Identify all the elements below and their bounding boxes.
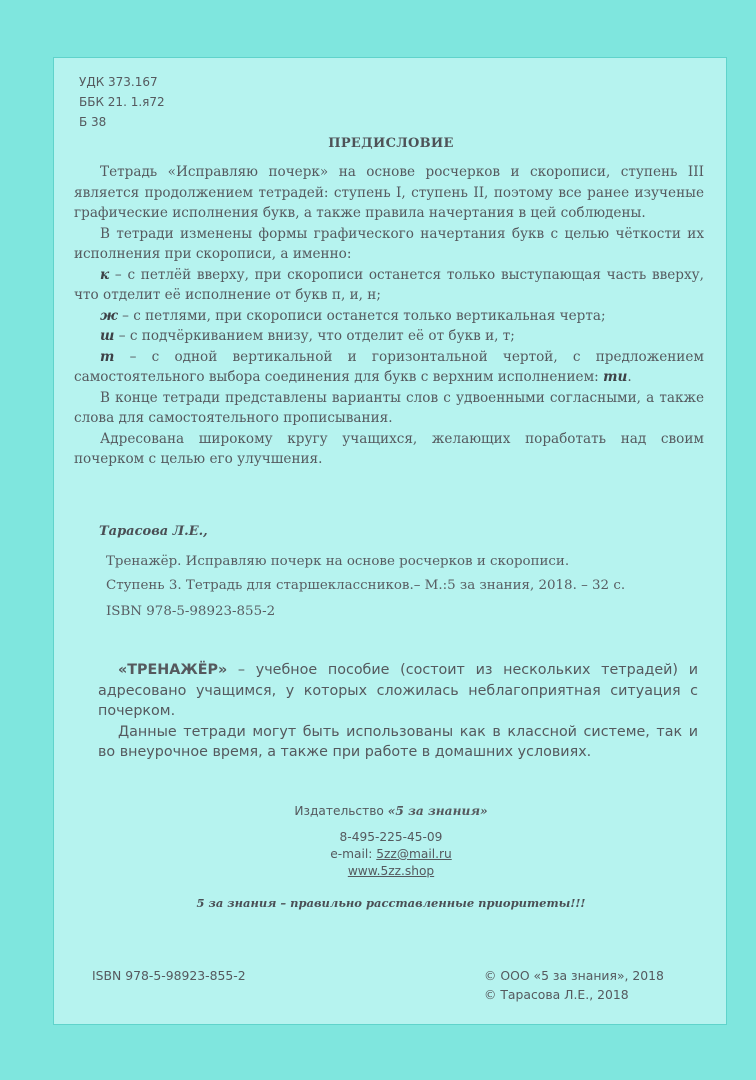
email-link[interactable]: 5zz@mail.ru bbox=[376, 847, 452, 861]
preface-paragraph-2: В тетради изменены формы графического начертания букв с целью чёткости их исполнения при скорописи, а именно: bbox=[74, 225, 704, 262]
letter-zh-text: – с петлями, при скорописи останется только вертикальная черта; bbox=[117, 307, 606, 324]
letter-sh-item bbox=[74, 326, 704, 347]
footer-copyright-author: © Тарасова Л.Е., 2018 bbox=[484, 987, 629, 1002]
email-label: e-mail: bbox=[330, 847, 377, 861]
publisher-slogan: 5 за знания – правильно расставленные приоритеты!!! bbox=[196, 896, 586, 910]
bbk-code: ББК 21. 1.я72 bbox=[79, 95, 165, 109]
preface-body bbox=[74, 162, 704, 470]
letter-t-text: – с одной вертикальной и горизонтальной чертой, с предложением самостоятельного выбора соединения для букв с верхним исполнением: bbox=[74, 348, 704, 385]
letter-zh-item bbox=[74, 306, 704, 327]
blurb-paragraph-1 bbox=[98, 660, 698, 722]
letter-zh: ж bbox=[100, 307, 118, 324]
publisher-line bbox=[54, 804, 728, 818]
preface-title: ПРЕДИСЛОВИЕ bbox=[328, 136, 454, 151]
page bbox=[53, 57, 727, 1025]
preface-paragraph-4: Адресована широкому кругу учащихся, желающих поработать над своим почерком с целью его улучшения. bbox=[74, 430, 704, 467]
author-code: Б 38 bbox=[79, 115, 107, 129]
site-line bbox=[54, 864, 728, 878]
series-brand: «ТРЕНАЖЁР» bbox=[118, 662, 228, 678]
letter-k: к bbox=[100, 266, 110, 283]
letter-t-example: ти bbox=[603, 369, 628, 385]
bib-details-line: Ступень 3. Тетрадь для старшеклассников.– М.:5 за знания, 2018. – 32 с. bbox=[106, 578, 626, 593]
bib-author: Тарасова Л.Е., bbox=[99, 524, 208, 539]
publisher-label: Издательство bbox=[294, 804, 388, 818]
bib-isbn: ISBN 978-5-98923-855-2 bbox=[106, 604, 276, 619]
series-blurb bbox=[98, 660, 698, 763]
letter-k-item bbox=[74, 265, 704, 306]
preface-paragraph-3: В конце тетради представлены варианты слов с удвоенными согласными, а также слова для самостоятельного прописывания. bbox=[74, 389, 704, 426]
letter-t-item bbox=[74, 347, 704, 388]
blurb-paragraph-1-text: – учебное пособие (состоит из нескольких тетрадей) и адресовано учащимся, у которых сложилась неблагоприятная ситуация с почерком. bbox=[98, 662, 698, 719]
letter-t-end: . bbox=[627, 369, 632, 385]
blurb-paragraph-2: Данные тетради могут быть использованы как в классной системе, так и во внеурочное время, а также при работе в домашних условиях. bbox=[98, 723, 698, 760]
letter-t: т bbox=[100, 348, 115, 365]
letter-sh: ш bbox=[100, 328, 115, 344]
footer-copyright-publisher: © ООО «5 за знания», 2018 bbox=[484, 968, 664, 983]
footer-isbn: ISBN 978-5-98923-855-2 bbox=[92, 968, 246, 983]
publisher-phone: 8-495-225-45-09 bbox=[339, 830, 443, 844]
udk-code: УДК 373.167 bbox=[79, 75, 158, 89]
publisher-email-line bbox=[54, 847, 728, 861]
publisher-name: «5 за знания» bbox=[387, 804, 488, 818]
letter-k-text: – с петлёй вверху, при скорописи останется только выступающая часть вверху, что отделит её исполнение от букв п, и, н; bbox=[74, 266, 704, 303]
letter-sh-text: – с подчёркиванием внизу, что отделит её от букв и, т; bbox=[114, 328, 515, 344]
bib-title-line: Тренажёр. Исправляю почерк на основе росчерков и скорописи. bbox=[106, 554, 570, 569]
site-link[interactable]: www.5zz.shop bbox=[347, 864, 435, 878]
preface-paragraph-1: Тетрадь «Исправляю почерк» на основе росчерков и скорописи, ступень III является продолжением тетрадей: ступень I, ступень II, поэтому все ранее изученые графические исполнения букв, а также правила начертания в цей соблюдены. bbox=[74, 164, 704, 221]
